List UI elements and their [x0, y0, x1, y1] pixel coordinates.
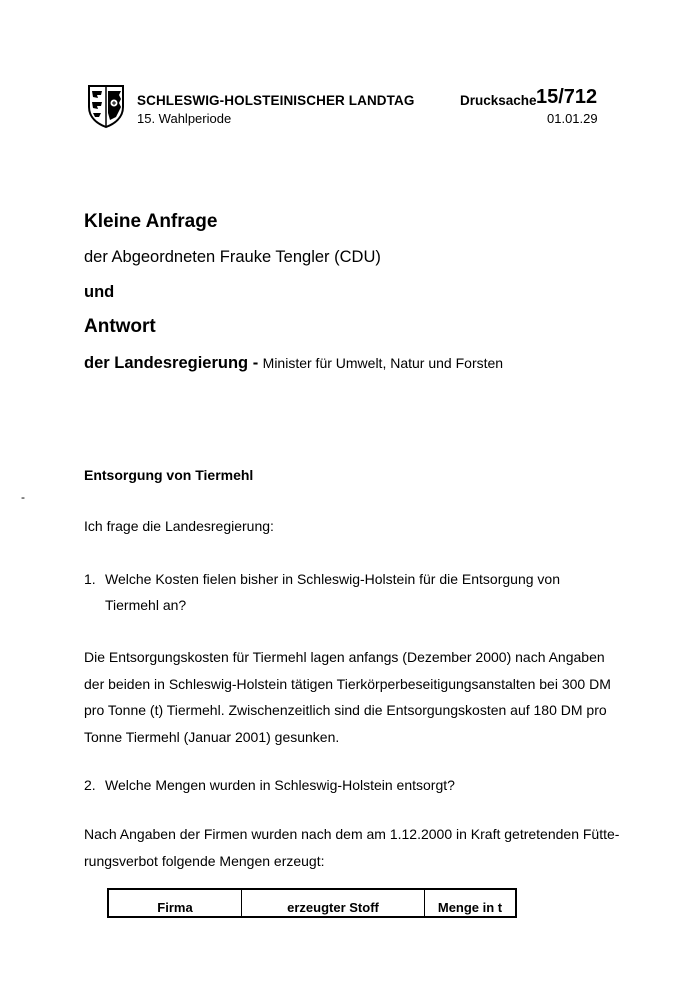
state-crest-logo: [86, 83, 126, 129]
question-text: Welche Mengen wurden in Schleswig-Holstein entsorgt?: [105, 777, 455, 793]
parliament-name: SCHLESWIG-HOLSTEINISCHER LANDTAG: [137, 93, 415, 108]
answer-2-intro: Nach Angaben der Firmen wurden nach dem am 1.12.2000 in Kraft getretenden Fütte-rungsverbot folgende Mengen erzeugt:: [84, 826, 620, 869]
intro-line: Ich frage die Landesregierung:: [84, 518, 274, 534]
government-label: der Landesregierung -: [84, 354, 259, 372]
minister-name: Minister für Umwelt, Natur und Forsten: [262, 355, 504, 371]
document-date: 01.01.29: [547, 111, 598, 126]
heading-kleine-anfrage: Kleine Anfrage: [84, 211, 218, 232]
document-label: Drucksache: [460, 93, 537, 108]
question-2: [84, 772, 614, 798]
answer-1: Die Entsorgungskosten für Tiermehl lagen anfangs (Dezember 2000) nach Angaben der beiden in Schleswig-Holstein tätigen Tierkörperbeseitigungsanstalten bei 300 DM pro Tonne (t) Tiermehl. Zwischenzeitlich sind die Entsorgungskosten auf 180 DM pro Tonne Tiermehl (Januar 2001) gesunken.: [84, 649, 611, 745]
member-line: der Abgeordneten Frauke Tengler (CDU): [84, 248, 381, 266]
question-text: Welche Kosten fielen bisher in Schleswig-Holstein für die Entsorgung von Tiermehl an?: [105, 571, 560, 613]
margin-dash: -: [21, 490, 25, 504]
conjunction-und: und: [84, 283, 115, 301]
question-number: 2.: [84, 777, 96, 793]
question-1: [84, 566, 614, 618]
table-header-firma: Firma: [109, 890, 242, 916]
table-header-stoff: erzeugter Stoff: [242, 890, 425, 916]
table-header-menge: Menge in t: [437, 900, 503, 915]
quantities-table: [107, 888, 517, 918]
document-number: 15/712: [536, 86, 598, 108]
heading-antwort: Antwort: [84, 316, 156, 337]
government-line: [84, 354, 503, 373]
question-number: 1.: [84, 571, 96, 587]
subject-heading: Entsorgung von Tiermehl: [84, 467, 254, 483]
legislative-period: 15. Wahlperiode: [137, 111, 232, 126]
